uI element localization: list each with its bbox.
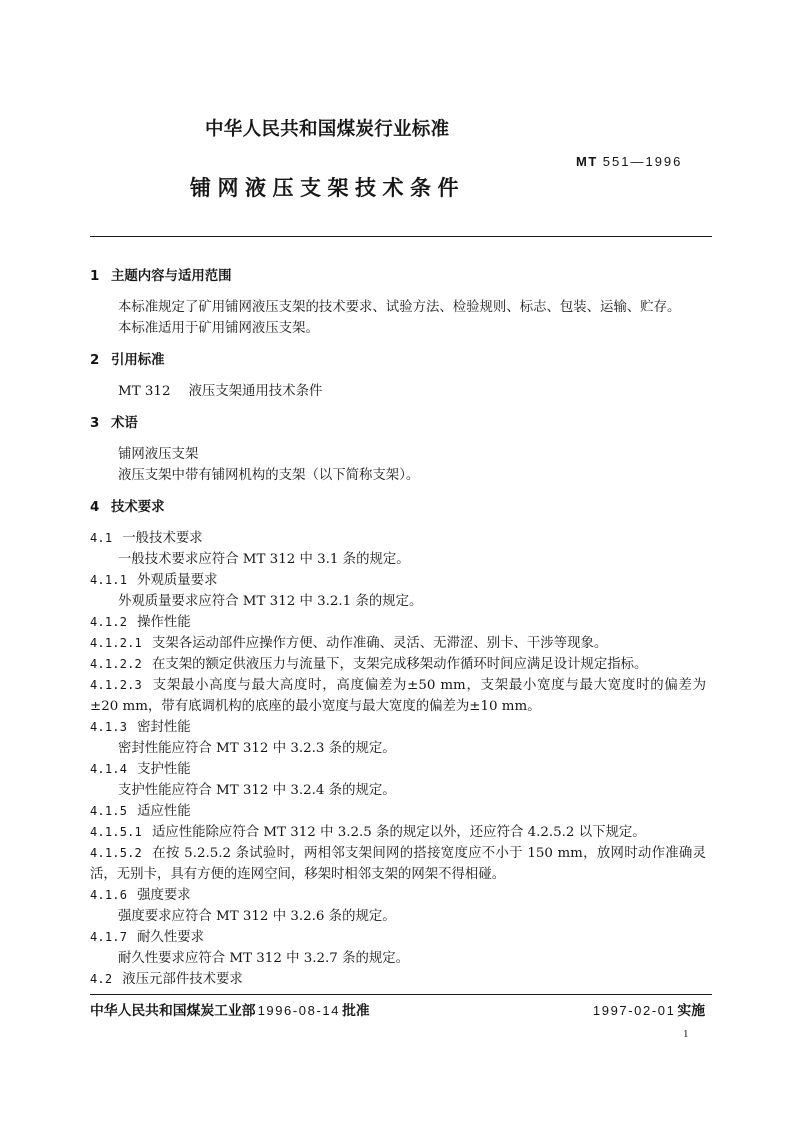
clause-title: 支护性能	[137, 762, 191, 777]
term-definition: 液压支架中带有铺网机构的支架（以下简称支架）。	[118, 468, 420, 483]
clause-number: 4.1	[90, 531, 113, 545]
header-divider	[90, 236, 712, 237]
footer-divider	[90, 994, 712, 995]
clause-heading	[90, 969, 712, 990]
clause-title: 强度要求	[137, 888, 191, 903]
clause-heading	[90, 528, 712, 549]
clause-title: 操作性能	[137, 615, 191, 630]
clause-title: 密封性能	[137, 720, 191, 735]
clause-number: 4.1.4	[90, 762, 128, 776]
clause-heading	[90, 717, 712, 738]
clause-text: 支架最小高度与最大高度时，高度偏差为±50 mm，支架最小宽度与最大宽度时的偏差为	[151, 678, 706, 693]
clause-body: 支护性能应符合 MT 312 中 3.2.4 条的规定。	[118, 783, 396, 798]
section-title: 引用标准	[111, 352, 165, 368]
section-heading-4	[90, 497, 712, 518]
clause-body: 耐久性要求应符合 MT 312 中 3.2.7 条的规定。	[118, 951, 410, 966]
approval-label: 批准	[342, 1003, 370, 1019]
section-number: 2	[90, 352, 100, 368]
document-title: 铺网液压支架技术条件	[190, 175, 465, 200]
clause-text: 在支架的额定供液压力与流量下，支架完成移架动作循环时间应满足设计规定指标。	[151, 657, 648, 672]
clause-heading	[90, 927, 712, 948]
clause-title: 外观质量要求	[137, 573, 218, 588]
clause-heading	[90, 885, 712, 906]
clause-number: 4.1.5	[90, 804, 128, 818]
paragraph: 本标准适用于矿用铺网液压支架。	[118, 321, 319, 336]
clause-heading	[90, 801, 712, 822]
clause-number: 4.1.6	[90, 888, 128, 902]
paragraph: 本标准规定了矿用铺网液压支架的技术要求、试验方法、检验规则、标志、包装、运输、贮存。	[118, 300, 681, 315]
term: 铺网液压支架	[118, 447, 199, 462]
section-number: 1	[90, 268, 100, 284]
clause-number: 4.1.1	[90, 573, 128, 587]
clause-body: 一般技术要求应符合 MT 312 中 3.1 条的规定。	[118, 552, 410, 567]
clause-body: 密封性能应符合 MT 312 中 3.2.3 条的规定。	[118, 741, 396, 756]
effective-line	[591, 1002, 705, 1020]
clause-inline	[90, 822, 712, 843]
standard-code	[576, 153, 682, 171]
section-heading-1	[90, 266, 712, 287]
clause-title: 耐久性要求	[137, 930, 205, 945]
clause-number: 4.1.2	[90, 615, 128, 629]
section-title: 术语	[111, 415, 138, 431]
issuing-category: 中华人民共和国煤炭行业标准	[205, 119, 450, 140]
clause-body: 外观质量要求应符合 MT 312 中 3.2.1 条的规定。	[118, 594, 423, 609]
clause-text: 支架各运动部件应操作方便、动作准确、灵活、无滞涩、别卡、干涉等现象。	[151, 636, 608, 651]
clause-heading	[90, 570, 712, 591]
clause-text: 在按 5.2.5.2 条试验时，两相邻支架间网的搭接宽度应不小于 150 mm，放网时动作准确灵	[151, 846, 706, 861]
section-heading-3	[90, 413, 712, 434]
section-title: 主题内容与适用范围	[111, 268, 232, 284]
approval-line	[90, 1002, 370, 1020]
clause-title: 液压元部件技术要求	[122, 972, 243, 987]
clause-number: 4.1.5.1	[90, 825, 142, 839]
clause-text: 适应性能除应符合 MT 312 中 3.2.5 条的规定以外，还应符合 4.2.5.2 以下规定。	[151, 825, 646, 840]
section-number: 3	[90, 415, 100, 431]
clause-inline	[90, 675, 706, 696]
clause-continuation: 活，无别卡，具有方便的连网空间，移架时相邻支架的网架不得相碰。	[90, 867, 506, 882]
approval-date: 1996-08-14	[257, 1003, 341, 1018]
effective-date: 1997-02-01	[592, 1003, 676, 1018]
clause-inline	[90, 843, 706, 864]
clause-number: 4.1.2.1	[90, 636, 142, 650]
clause-inline	[90, 654, 712, 675]
reference-title: 液压支架通用技术条件	[188, 384, 323, 399]
clause-number: 4.1.2.3	[90, 678, 142, 692]
reference-code: MT 312	[118, 384, 171, 399]
clause-number: 4.2	[90, 972, 113, 986]
clause-title: 适应性能	[137, 804, 191, 819]
clause-number: 4.1.5.2	[90, 846, 142, 860]
section-title: 技术要求	[111, 499, 165, 515]
approving-authority: 中华人民共和国煤炭工业部	[90, 1003, 256, 1019]
standard-code-prefix: MT	[576, 154, 598, 169]
section-number: 4	[90, 499, 100, 515]
clause-inline	[90, 633, 712, 654]
clause-title: 一般技术要求	[122, 531, 203, 546]
clause-continuation: ±20 mm，带有底调机构的底座的最小宽度与最大宽度的偏差为±10 mm。	[90, 699, 541, 714]
document-body	[90, 266, 712, 991]
clause-heading	[90, 759, 712, 780]
page-number: 1	[683, 1028, 689, 1040]
standard-code-number: 551—1996	[602, 154, 683, 169]
clause-number: 4.1.2.2	[90, 657, 142, 671]
section-heading-2	[90, 350, 712, 371]
clause-number: 4.1.3	[90, 720, 128, 734]
clause-body: 强度要求应符合 MT 312 中 3.2.6 条的规定。	[118, 909, 396, 924]
clause-number: 4.1.7	[90, 930, 128, 944]
effective-label: 实施	[677, 1003, 705, 1019]
clause-heading	[90, 612, 712, 633]
reference-item	[90, 381, 712, 402]
